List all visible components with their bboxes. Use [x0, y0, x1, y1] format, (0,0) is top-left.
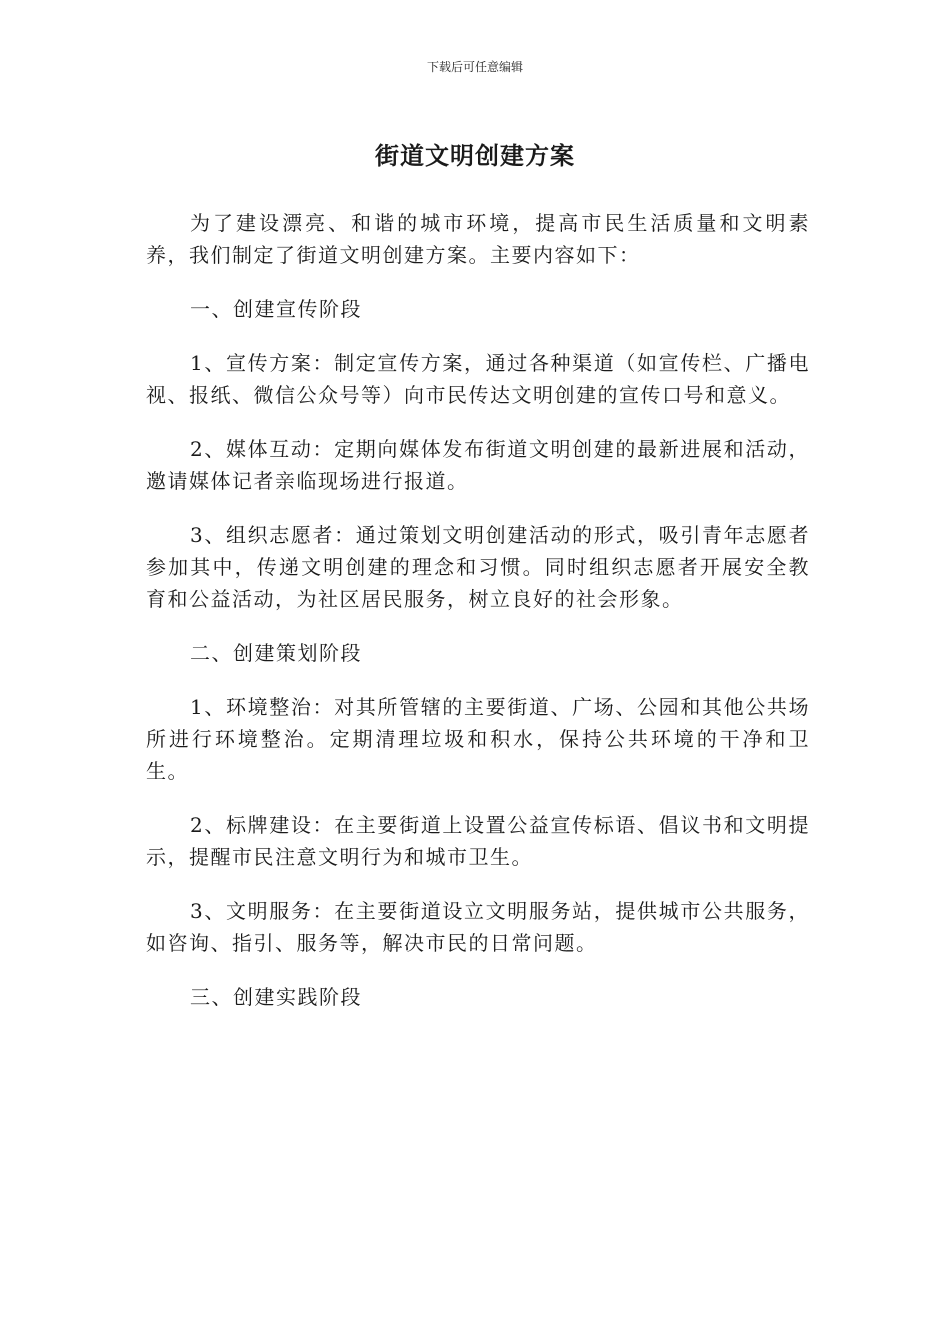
- section-heading-planning: 二、创建策划阶段: [190, 641, 362, 665]
- paragraph-publicity-plan: 1、宣传方案：制定宣传方案，通过各种渠道（如宣传栏、广播电视、报纸、微信公众号等）向市民传达文明创建的宣传口号和意义。: [146, 351, 810, 407]
- paragraph-civil-service: 3、文明服务：在主要街道设立文明服务站，提供城市公共服务，如咨询、指引、服务等，解决市民的日常问题。: [146, 899, 810, 955]
- paragraph-media-interaction: 2、媒体互动：定期向媒体发布街道文明创建的最新进展和活动，邀请媒体记者亲临现场进行报道。: [146, 437, 810, 493]
- paragraph-volunteers: 3、组织志愿者：通过策划文明创建活动的形式，吸引青年志愿者参加其中，传递文明创建的理念和习惯。同时组织志愿者开展安全教育和公益活动，为社区居民服务，树立良好的社会形象。: [146, 523, 810, 611]
- header-note: 下载后可任意编辑: [426, 60, 523, 74]
- intro-paragraph: 为了建设漂亮、和谐的城市环境，提高市民生活质量和文明素养，我们制定了街道文明创建方案。主要内容如下：: [146, 211, 810, 267]
- paragraph-signage: 2、标牌建设：在主要街道上设置公益宣传标语、倡议书和文明提示，提醒市民注意文明行为和城市卫生。: [146, 813, 810, 869]
- section-heading-publicity: 一、创建宣传阶段: [190, 297, 362, 321]
- document-title: 街道文明创建方案: [375, 142, 575, 170]
- section-heading-practice: 三、创建实践阶段: [190, 985, 362, 1009]
- paragraph-environment: 1、环境整治：对其所管辖的主要街道、广场、公园和其他公共场所进行环境整治。定期清理垃圾和积水，保持公共环境的干净和卫生。: [146, 695, 810, 783]
- document-body: [146, 207, 810, 1035]
